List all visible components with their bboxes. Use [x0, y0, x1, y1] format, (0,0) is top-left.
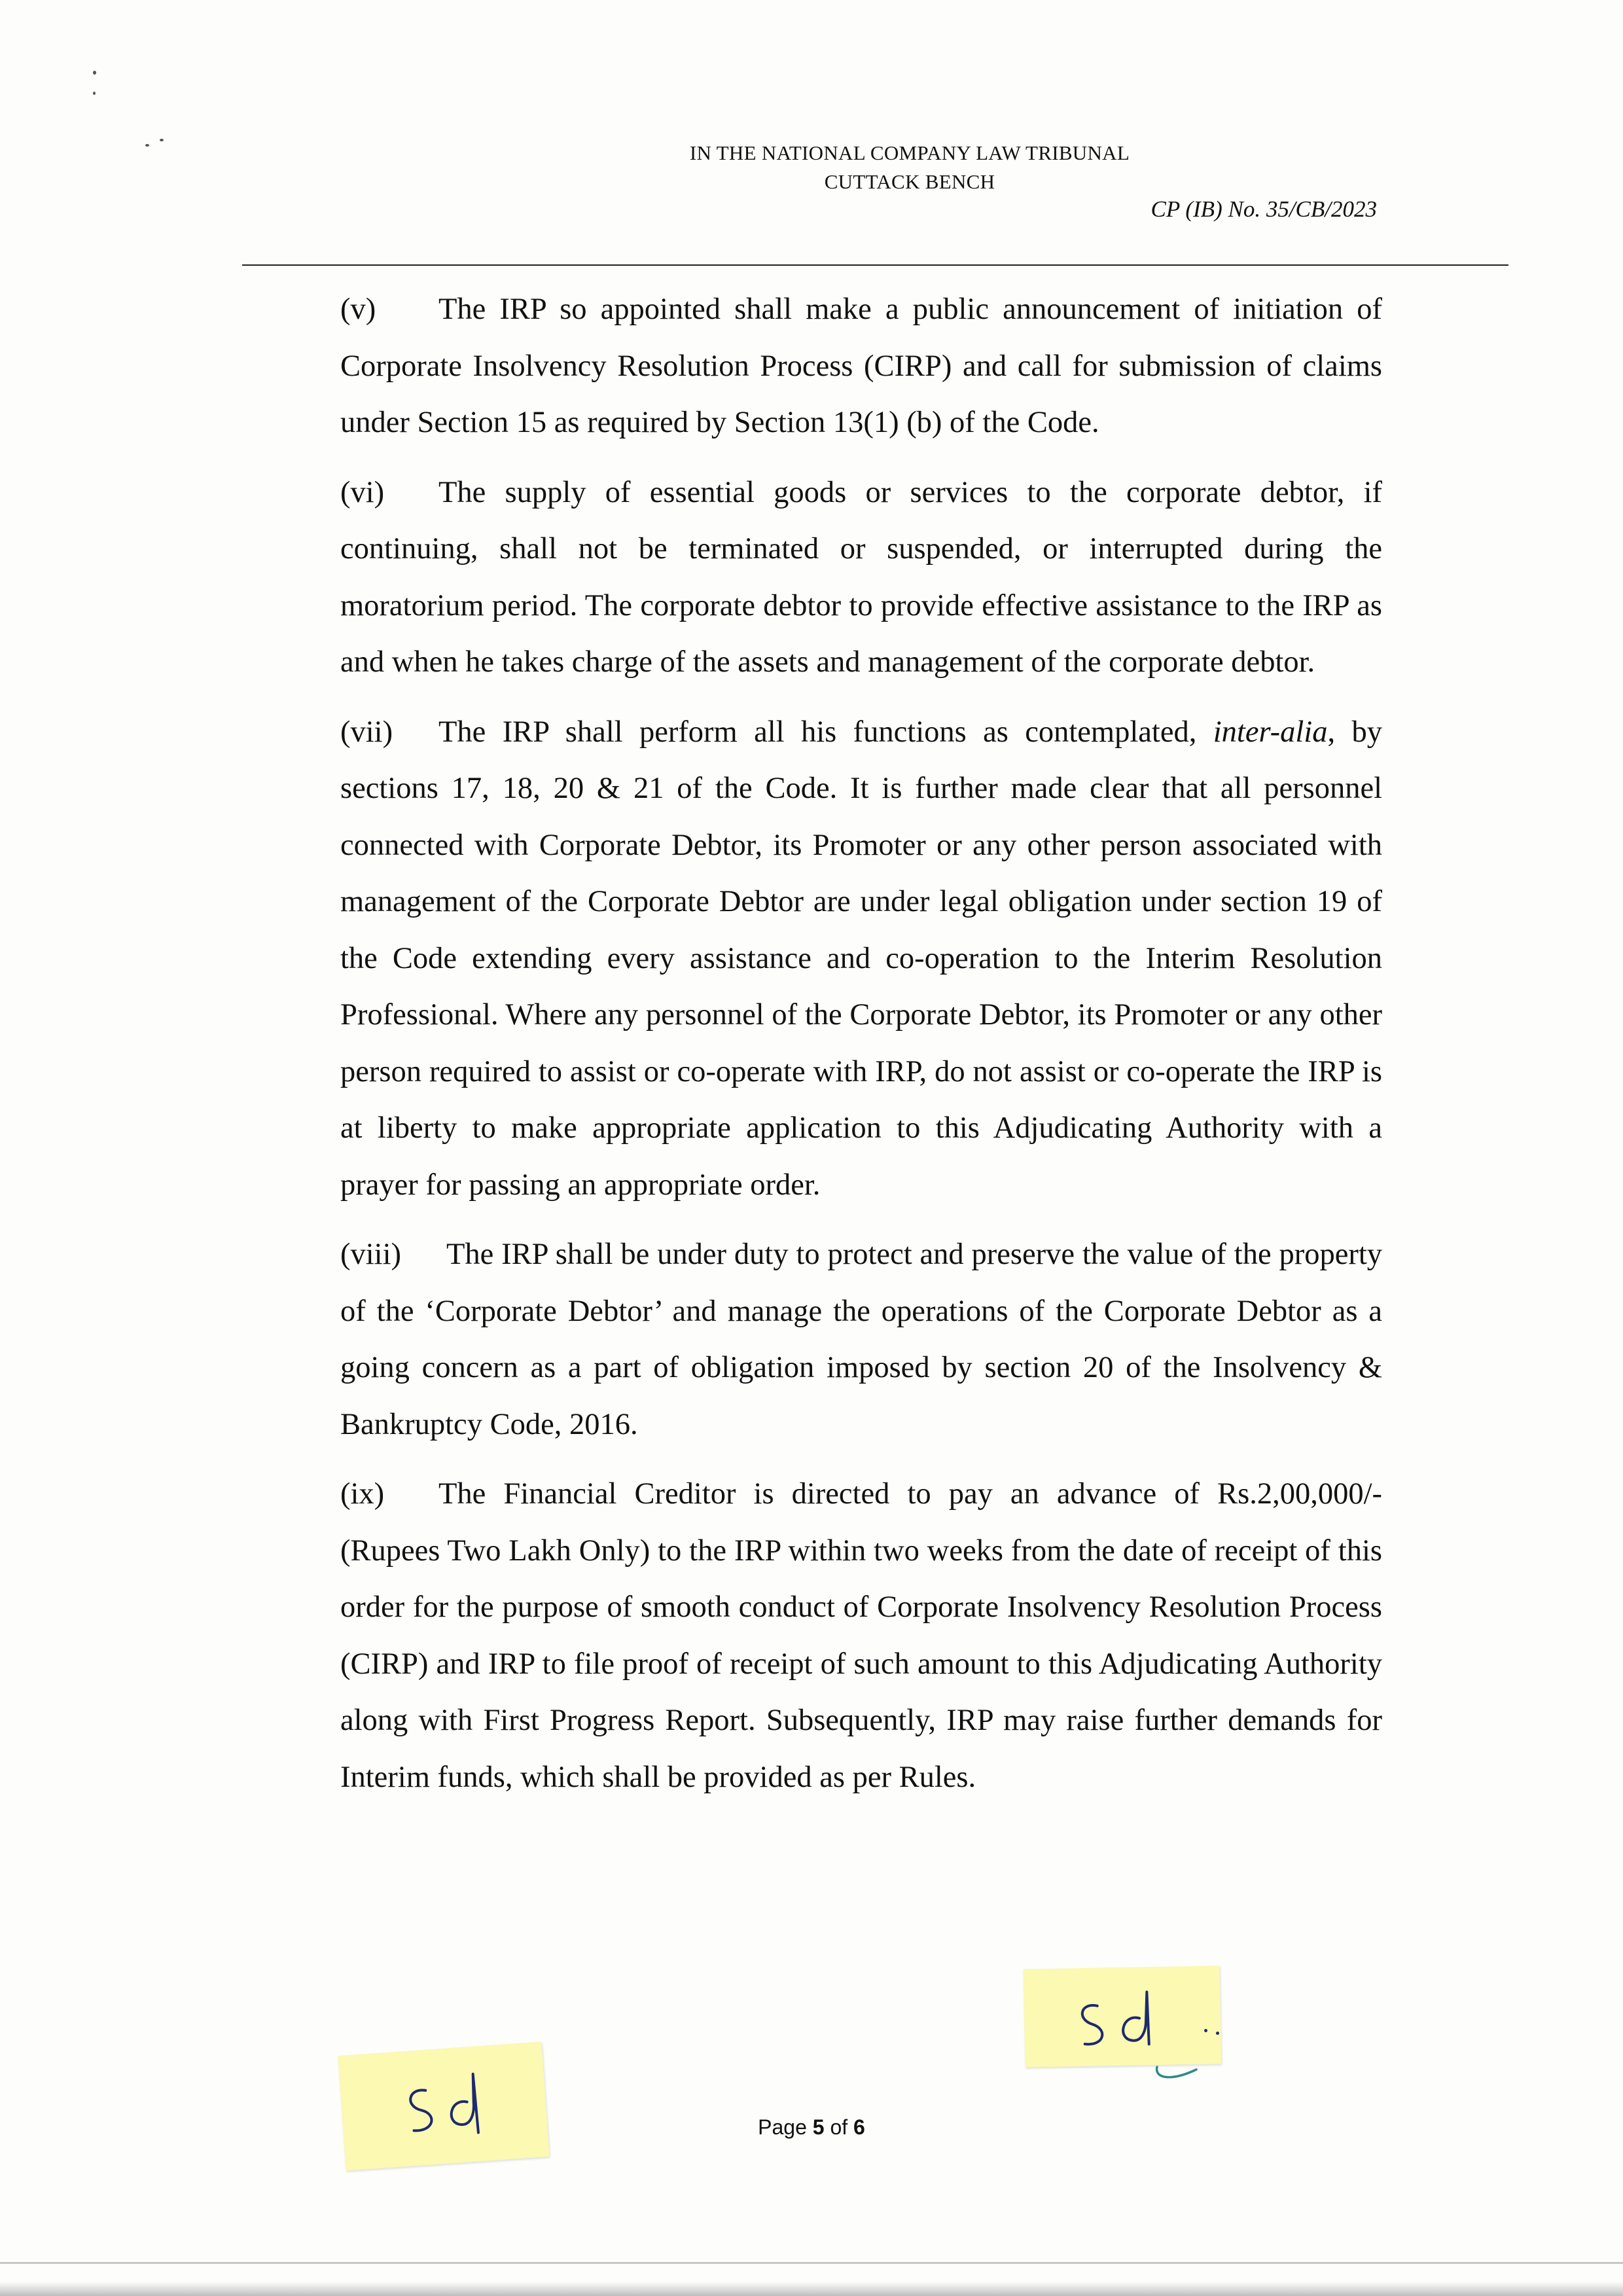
signature-sd-left [338, 2041, 550, 2170]
page-current: 5 [812, 2115, 825, 2139]
order-clause-v [340, 281, 1382, 452]
signature-flourish [1152, 2062, 1217, 2088]
tribunal-header [0, 139, 1623, 196]
scan-speck [93, 71, 96, 75]
clause-text-italic: inter-alia [1213, 715, 1328, 749]
page-footer [0, 2115, 1623, 2140]
sticky-note-right [1024, 1965, 1222, 2067]
scan-speck [93, 92, 96, 95]
page-label: Page [758, 2115, 807, 2139]
clause-text-pre: The IRP shall perform all his functions as contemplated, [438, 715, 1213, 749]
order-clause-vi [340, 465, 1382, 691]
tribunal-name: IN THE NATIONAL COMPANY LAW TRIBUNAL [689, 141, 1130, 164]
clause-number: (v) [340, 293, 376, 326]
header-divider [242, 264, 1508, 266]
clause-text: The Financial Creditor is directed to pay an advance of Rs.2,00,000/- (Rupees Two Lakh Only) to the IRP within two weeks from the date of receipt of this order for the purpose of smooth conduct of Corporate Insolvency Resolution Process (CIRP) and IRP to file proof of receipt of such amount to this Adjudicating Authority along with First Progress Report. Subsequently, IRP may raise further demands for Interim funds, which shall be provided as per Rules. [340, 1477, 1382, 1794]
clause-text: The IRP so appointed shall make a public announcement of initiation of Corporate Insolvency Resolution Process (CIRP) and call for submission of claims under Section 15 as required by Section 13(1) (b) of the Code. [340, 293, 1382, 439]
case-number: CP (IB) No. 35/CB/2023 [1150, 196, 1377, 222]
order-clause-vii [340, 704, 1382, 1214]
ink-dot [1216, 2032, 1219, 2035]
ink-dot [1204, 2029, 1207, 2032]
order-clause-viii [340, 1227, 1382, 1453]
clause-number: (ix) [340, 1477, 385, 1511]
bench-name: CUTTACK BENCH [824, 170, 995, 193]
clause-number: (viii) [340, 1238, 401, 1271]
clause-text-post: , by sections 17, 18, 20 & 21 of the Code. It is further made clear that all personnel connected with Corporate Debtor, its Promoter or any other person associated with management of the Corporate Debtor are under legal obligation under section 19 of the Code extending every assistance and co-operation to the Interim Resolution Professional. Where any personnel of the Corporate Debtor, its Promoter or any other person required to assist or co-operate with IRP, do not assist or co-operate the IRP is at liberty to make appropriate application to this Adjudicating Authority with a prayer for passing an appropriate order. [340, 715, 1382, 1202]
scan-bottom-edge [0, 2282, 1623, 2296]
clause-text: The IRP shall be under duty to protect and preserve the value of the property of the ‘Corporate Debtor’ and manage the operations of the Corporate Debtor as a going concern as a part of obligation imposed by section 20 of the Insolvency & Bankruptcy Code, 2016. [340, 1238, 1382, 1441]
order-body [340, 281, 1382, 1806]
clause-number: (vi) [340, 475, 385, 509]
order-clause-ix [340, 1466, 1382, 1806]
scan-edge-line [0, 2262, 1623, 2264]
clause-number: (vii) [340, 715, 393, 749]
sticky-note-left [338, 2041, 550, 2170]
signature-sd-right [1024, 1965, 1222, 2067]
clause-text: The supply of essential goods or services to the corporate debtor, if continuing, shall not be terminated or suspended, or interrupted during the moratorium period. The corporate debtor to provide effective assistance to the IRP as and when he takes charge of the assets and management of the corporate debtor. [340, 475, 1382, 679]
of-label: of [830, 2115, 848, 2139]
page-total: 6 [853, 2115, 865, 2139]
